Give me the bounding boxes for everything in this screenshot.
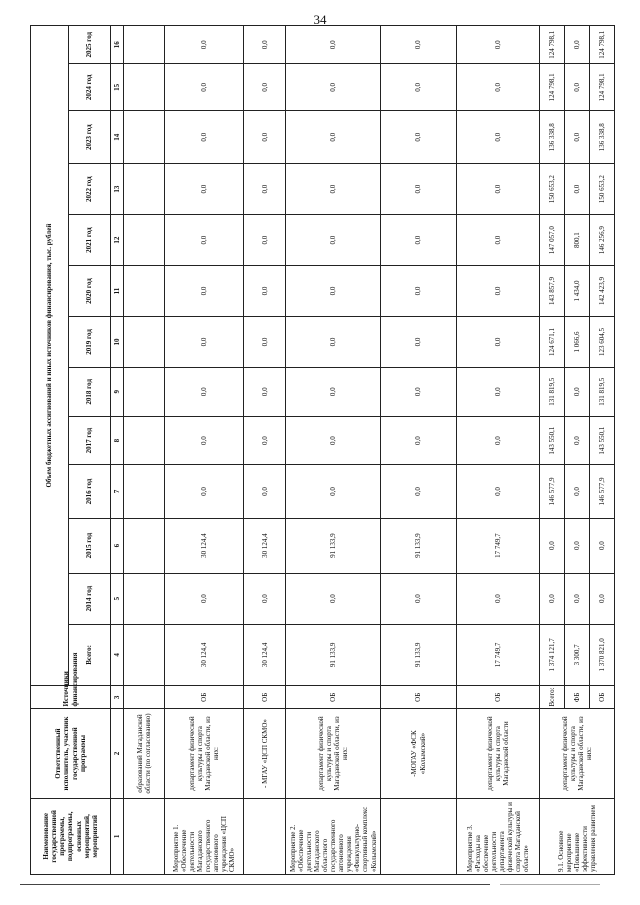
cell-value: 0,0 <box>286 26 381 64</box>
cell-value: 800,1 <box>564 215 589 266</box>
cell-value: 0,0 <box>381 316 456 367</box>
row-name: Мероприятие 3. «Расходы на обеспечение деятельности департамента физической культуры и спорта Магаданской области» <box>456 798 539 874</box>
cell-value: 0,0 <box>381 465 456 518</box>
cell-value: 0,0 <box>456 64 539 111</box>
cell-value: 0,0 <box>456 316 539 367</box>
cell-value: 0,0 <box>381 111 456 164</box>
cell-value: 143 550,1 <box>539 416 564 465</box>
cell-value: 0,0 <box>456 266 539 317</box>
cell-value: 124 798,1 <box>589 26 614 64</box>
cell-value: 0,0 <box>456 215 539 266</box>
column-number: 3 <box>111 686 124 709</box>
header-year: 2014 год <box>69 573 111 624</box>
row-source: ФБ <box>564 686 589 709</box>
cell-value: 0,0 <box>286 316 381 367</box>
column-number: 1 <box>111 798 124 874</box>
cell-value: 142 423,9 <box>589 266 614 317</box>
cell-value: 0,0 <box>564 367 589 416</box>
cell-value: 0,0 <box>286 465 381 518</box>
cell-value: 17 749,7 <box>456 518 539 573</box>
cell-value: 146 577,9 <box>539 465 564 518</box>
cell-value: 0,0 <box>381 266 456 317</box>
cell-value: 124 798,1 <box>539 64 564 111</box>
cell-value: 0,0 <box>165 26 244 64</box>
row-source: ОБ <box>165 686 244 709</box>
header-year: 2020 год <box>69 266 111 317</box>
cell-value: 0,0 <box>456 465 539 518</box>
row-source: ОБ <box>381 686 456 709</box>
cell-value: 0,0 <box>165 215 244 266</box>
cell-value: 0,0 <box>165 64 244 111</box>
cell-value: 91 133,9 <box>286 518 381 573</box>
header-executor: Ответственный исполнитель, участник государственной программы <box>31 709 111 798</box>
cell-value: 123 604,5 <box>589 316 614 367</box>
cell-value: 0,0 <box>244 367 286 416</box>
header-year: 2021 год <box>69 215 111 266</box>
cell-value: 143 550,1 <box>589 416 614 465</box>
cell-value: 0,0 <box>381 416 456 465</box>
cell-value: 0,0 <box>244 266 286 317</box>
cell-value: 0,0 <box>286 573 381 624</box>
cell-value: 17 749,7 <box>456 624 539 686</box>
cell-value: 0,0 <box>456 416 539 465</box>
cell-value: 0,0 <box>381 26 456 64</box>
row-executor: образований Магаданской области (по согласованию) <box>123 709 165 798</box>
table-row <box>165 26 244 875</box>
table-row <box>123 26 165 875</box>
cell-value: 0,0 <box>589 573 614 624</box>
cell-value: 0,0 <box>244 111 286 164</box>
cell-value: 0,0 <box>539 518 564 573</box>
column-number: 6 <box>111 518 124 573</box>
cell-value: 91 133,9 <box>286 624 381 686</box>
header-year: 2022 год <box>69 164 111 215</box>
cell-value: 0,0 <box>165 367 244 416</box>
column-number: 5 <box>111 573 124 624</box>
cell-value: 0,0 <box>165 164 244 215</box>
table-row <box>286 26 381 875</box>
cell-value: 30 124,4 <box>165 624 244 686</box>
cell-value: 1 434,0 <box>564 266 589 317</box>
row-executor: департамент физической культуры и спорта Магаданской области, из них: <box>165 709 244 798</box>
cell-value: 0,0 <box>165 465 244 518</box>
cell-value: 0,0 <box>286 164 381 215</box>
cell-value: 0,0 <box>564 416 589 465</box>
row-source: Всего: <box>539 686 564 709</box>
cell-value: 0,0 <box>539 573 564 624</box>
cell-value: 0,0 <box>456 164 539 215</box>
column-number: 12 <box>111 215 124 266</box>
cell-value: 124 798,1 <box>589 64 614 111</box>
cell-value: 0,0 <box>286 215 381 266</box>
cell-value: 146 577,9 <box>589 465 614 518</box>
header-year: 2018 год <box>69 367 111 416</box>
cell-value: 0,0 <box>564 164 589 215</box>
cell-value: 1 066,6 <box>564 316 589 367</box>
row-executor: департамент физической культуры и спорта Магаданской области, из них: <box>286 709 381 798</box>
cell-value: 0,0 <box>165 573 244 624</box>
cell-value: 0,0 <box>381 573 456 624</box>
header-source: Источники финансирования <box>31 686 111 709</box>
footer-rule <box>20 884 490 885</box>
column-number: 9 <box>111 367 124 416</box>
row-executor: департамент физической культуры и спорта Магаданской области <box>456 709 539 798</box>
row-source: ОБ <box>244 686 286 709</box>
cell-value: 0,0 <box>564 518 589 573</box>
cell-value: 150 653,2 <box>539 164 564 215</box>
column-number: 2 <box>111 709 124 798</box>
cell-value: 0,0 <box>564 573 589 624</box>
row-executor: - МГАУ «ЦСП СКМО» <box>244 709 286 798</box>
cell-value: 131 819,5 <box>539 367 564 416</box>
row-name: Мероприятие 2. «Обеспечение деятельности Магаданского областного государственного автономного учреждения «Физкультурно-спортивный комплекс «Колымский» <box>286 798 381 874</box>
table-row <box>539 26 564 875</box>
cell-value: 0,0 <box>165 111 244 164</box>
header-year: 2024 год <box>69 64 111 111</box>
cell-value: 0,0 <box>165 266 244 317</box>
cell-value: 30 124,4 <box>244 518 286 573</box>
cell-value: 124 671,1 <box>539 316 564 367</box>
cell-value: 150 653,2 <box>589 164 614 215</box>
row-source: ОБ <box>456 686 539 709</box>
cell-value: 0,0 <box>165 316 244 367</box>
table-row <box>456 26 539 875</box>
cell-value: 0,0 <box>381 367 456 416</box>
cell-value: 143 857,9 <box>539 266 564 317</box>
cell-value: 131 819,5 <box>589 367 614 416</box>
column-number: 13 <box>111 164 124 215</box>
cell-value: 1 370 821,0 <box>589 624 614 686</box>
cell-value: 0,0 <box>589 518 614 573</box>
column-number: 15 <box>111 64 124 111</box>
budget-table <box>30 25 615 875</box>
header-year: 2015 год <box>69 518 111 573</box>
column-number: 4 <box>111 624 124 686</box>
cell-value: 0,0 <box>286 111 381 164</box>
column-number: 10 <box>111 316 124 367</box>
cell-value: 0,0 <box>381 215 456 266</box>
cell-value: 0,0 <box>286 64 381 111</box>
cell-value: 0,0 <box>564 111 589 164</box>
cell-value: 136 338,8 <box>589 111 614 164</box>
cell-value: 0,0 <box>564 26 589 64</box>
row-name <box>244 798 286 874</box>
column-number: 8 <box>111 416 124 465</box>
cell-value: 30 124,4 <box>165 518 244 573</box>
header-year: 2017 год <box>69 416 111 465</box>
cell-value: 0,0 <box>456 111 539 164</box>
column-number: 11 <box>111 266 124 317</box>
cell-value: 0,0 <box>244 215 286 266</box>
cell-value: 0,0 <box>244 416 286 465</box>
row-name: 9.1. Основное мероприятие «Повышение эффективности управления развитием <box>539 798 614 874</box>
column-number: 7 <box>111 465 124 518</box>
cell-value: 0,0 <box>456 367 539 416</box>
row-executor: -МОГАУ «ФСК «Колымский» <box>381 709 456 798</box>
cell-value: 91 133,9 <box>381 518 456 573</box>
header-year: 2025 год <box>69 26 111 64</box>
header-year: 2019 год <box>69 316 111 367</box>
cell-value: 91 133,9 <box>381 624 456 686</box>
cell-value: 0,0 <box>381 164 456 215</box>
cell-value: 0,0 <box>244 26 286 64</box>
cell-value: 0,0 <box>564 465 589 518</box>
cell-value: 147 057,0 <box>539 215 564 266</box>
cell-value: 0,0 <box>244 164 286 215</box>
cell-value: 0,0 <box>456 26 539 64</box>
cell-value: 0,0 <box>244 465 286 518</box>
rotated-budget-table <box>30 25 615 875</box>
header-volume: Объем бюджетных ассигнований и иных источников финансирования, тыс. рублей <box>31 26 69 686</box>
cell-value: 124 798,1 <box>539 26 564 64</box>
column-number: 14 <box>111 111 124 164</box>
cell-value: 0,0 <box>165 416 244 465</box>
cell-value: 0,0 <box>286 416 381 465</box>
row-name: Мероприятие 1. «Обеспечение деятельности Магаданского государственного автономного учреждения «ЦСП СКМО» <box>165 798 244 874</box>
table-row <box>381 26 456 875</box>
header-year: 2016 год <box>69 465 111 518</box>
cell-value: 0,0 <box>286 367 381 416</box>
header-total: Всего: <box>69 624 111 686</box>
cell-value: 30 124,4 <box>244 624 286 686</box>
cell-value: 0,0 <box>564 64 589 111</box>
page-number: 34 <box>313 12 327 27</box>
row-name <box>381 798 456 874</box>
cell-value: 0,0 <box>456 573 539 624</box>
cell-value: 1 374 121,7 <box>539 624 564 686</box>
table-row <box>244 26 286 875</box>
cell-value: 0,0 <box>244 316 286 367</box>
cell-value: 136 338,8 <box>539 111 564 164</box>
row-name <box>123 798 165 874</box>
row-source: ОБ <box>286 686 381 709</box>
header-name: Наименование государственной программы, подпрограммы, основных мероприятий, мероприятий <box>31 798 111 874</box>
cell-value: 3 300,7 <box>564 624 589 686</box>
cell-value: 0,0 <box>244 64 286 111</box>
cell-value: 146 256,9 <box>589 215 614 266</box>
row-executor: департамент физической культуры и спорта Магаданской области, из них: <box>539 709 614 798</box>
row-source: ОБ <box>589 686 614 709</box>
cell-value: 0,0 <box>244 573 286 624</box>
footer-rule-tail <box>500 884 600 885</box>
header-year: 2023 год <box>69 111 111 164</box>
cell-value: 0,0 <box>286 266 381 317</box>
column-number: 16 <box>111 26 124 64</box>
cell-value: 0,0 <box>381 64 456 111</box>
